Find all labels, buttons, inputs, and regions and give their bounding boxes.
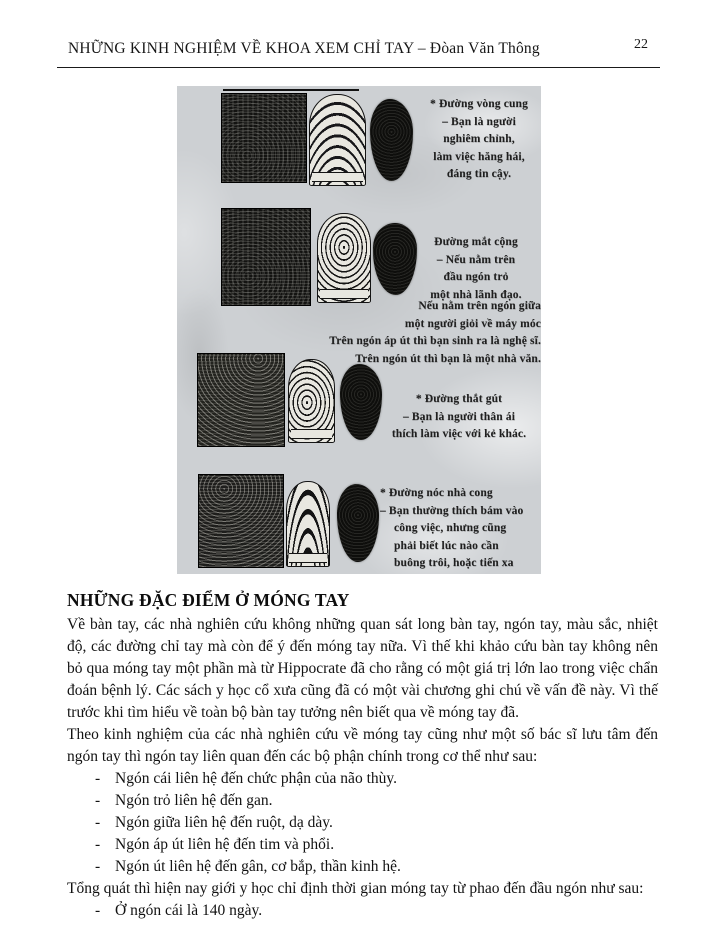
paragraph: Về bàn tay, các nhà nghiên cứu không những quan sát long bàn tay, ngón tay, màu sắc, nhiệt độ, các đường chỉ tay mà còn để ý đến móng tay nữa. Vì thế khi khảo cứu bàn tay không nên bỏ qua móng tay một phần mà từ Hippocrate đã cho rằng có một giá trị lớn lao trong việc chẩn đoán bệnh lý. Các sách y học cổ xưa cũng đã có một vài chương ghi chú về vấn đề này. Vì thế trước khi tìm hiểu về toàn bộ bàn tay tưởng nên biết qua về móng tay đã. [67,616,658,721]
fingerprint-impression-tented-arch [337,484,379,562]
caption-line: đáng tin cậy. [446,168,512,180]
caption-line: Trên ngón áp út thì bạn sinh ra là nghệ sĩ. [329,335,541,347]
fingerprint-impression-whorl [373,223,417,295]
list-item [67,768,658,790]
fingerprint-drawing-whorl [317,213,371,303]
fingerprint-drawing-knot [288,359,335,443]
caption-line: – Bạn là người [442,115,516,128]
caption-line: – Bạn thường thích bám vào [380,504,524,517]
figure-caption-arch [417,96,541,184]
figure-caption-whorl [413,234,539,304]
fingerprint-photo-tented-arch [198,474,284,568]
figure-caption-tented-arch [380,485,542,573]
caption-line: phải biết lúc nào cần [394,539,499,552]
page-number: 22 [634,37,648,52]
fingerprint-drawing-arch [309,94,366,186]
caption-label: * Đường thắt gút [415,393,503,405]
caption-line: làm việc hăng hái, [433,150,525,163]
scan-artifact-line [223,89,359,91]
section-heading: NHỮNG ĐẶC ĐIỂM Ở MÓNG TAY [67,590,350,610]
list-item [67,812,658,834]
list-item-text: Ở ngón cái là 140 ngày. [115,902,263,919]
list-item [67,856,658,878]
caption-line: công việc, nhưng cũng [394,522,507,534]
list-item-text: Ngón cái liên hệ đến chức phận của não thùy. [115,770,397,787]
fingerprint-figure-scan [177,86,541,574]
figure-caption-knot [377,391,541,444]
bullet-marker: - [95,770,101,787]
caption-label: * Đường vòng cung [430,98,528,110]
caption-line: Nếu nằm trên ngón giữa [418,300,541,312]
paragraph: Tổng quát thì hiện nay giới y học chỉ định thời gian móng tay từ phao đến đầu ngón như sau: [67,880,644,897]
bullet-marker: - [95,858,101,875]
paragraph: Theo kinh nghiệm của các nhà nghiên cứu về móng tay cũng như một số bác sĩ lưu tâm đến ngón tay thì ngón tay liên quan đến các bộ phận chính trong cơ thể như sau: [67,726,658,765]
caption-line: một nhà lãnh đạo. [430,288,522,301]
list-item [67,790,658,812]
fingerprint-photo-knot [197,353,285,447]
list-item-text: Ngón áp út liên hệ đến tim và phổi. [115,836,335,853]
caption-line: – Bạn là người thân ái [402,410,516,423]
fingerprint-photo-arch [221,93,307,183]
fingerprint-impression-arch [370,99,413,181]
caption-line: buông trôi, hoặc tiến xa [394,557,514,569]
caption-line: Trên ngón út thì bạn là một nhà văn. [355,352,541,365]
caption-line: một người giỏi về máy móc [404,317,541,330]
caption-line: thích làm việc với kẻ khác. [391,428,527,440]
caption-line: đầu ngón trỏ [443,271,509,283]
caption-line: – Nếu nằm trên [436,253,516,266]
list-item [67,900,658,922]
running-title: NHỮNG KINH NGHIỆM VỀ KHOA XEM CHỈ TAY – Đòan Văn Thông [68,40,540,57]
caption-line: nghiêm chỉnh, [443,133,515,145]
caption-label: * Đường nóc nhà cong [380,487,493,499]
list-item [67,834,658,856]
fingerprint-photo-whorl [221,208,311,306]
list-item-text: Ngón giữa liên hệ đến ruột, dạ dày. [115,814,333,831]
caption-label: Đường mắt cộng [434,236,518,248]
bullet-marker: - [95,814,101,831]
bullet-marker: - [95,792,101,809]
fingerprint-drawing-tented-arch [286,481,330,567]
header-divider [57,67,660,68]
list-item-text: Ngón út liên hệ đến gân, cơ bắp, thần kinh hệ. [115,858,401,875]
bullet-marker: - [95,836,101,853]
body-text [67,590,658,922]
fingerprint-impression-knot [340,364,382,440]
list-item-text: Ngón trỏ liên hệ đến gan. [115,792,273,809]
bullet-marker: - [95,902,101,919]
